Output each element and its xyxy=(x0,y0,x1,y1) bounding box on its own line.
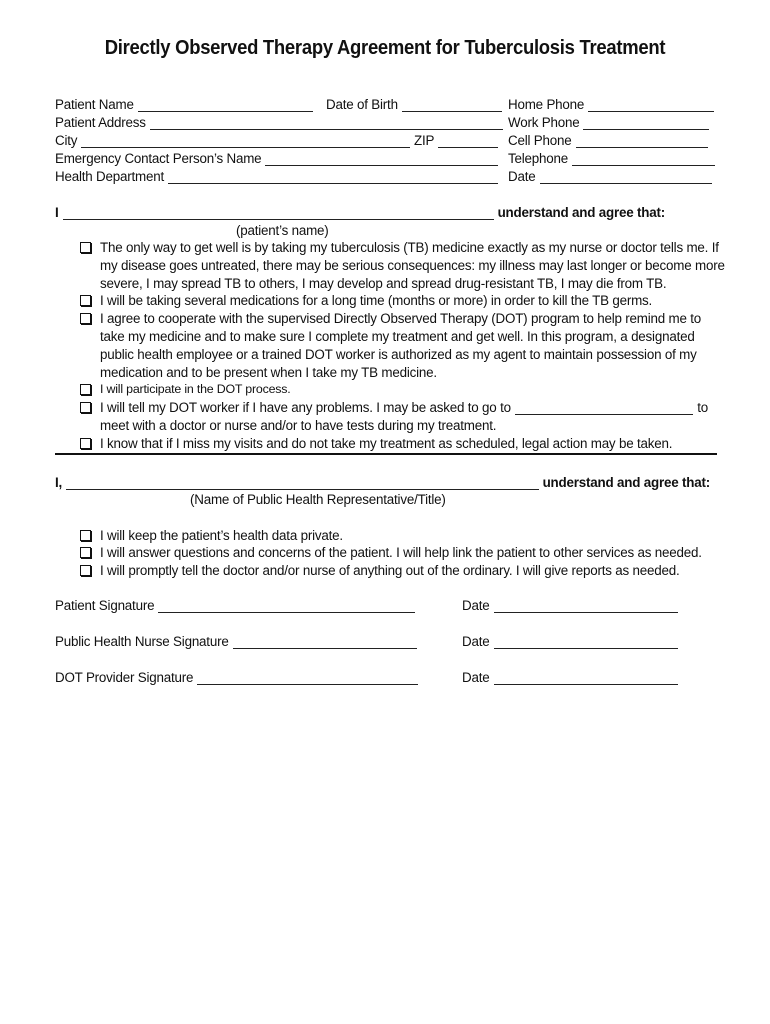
section-divider xyxy=(55,453,717,455)
nurse-signature-field[interactable]: Public Health Nurse Signature xyxy=(55,634,417,649)
representative-name-caption: (Name of Public Health Representative/Title) xyxy=(190,492,446,507)
date-field[interactable]: Date xyxy=(508,169,712,184)
dot-provider-signature-date-field[interactable]: Date xyxy=(462,670,678,685)
patient-item-3-line-2: take my medicine and to make sure I complete my treatment and get well. In this program, a designated xyxy=(100,329,695,344)
rep-item-2: I will answer questions and concerns of the patient. I will help link the patient to other services as needed. xyxy=(100,545,702,560)
work-phone-field[interactable]: Work Phone xyxy=(508,115,709,130)
emergency-contact-field[interactable]: Emergency Contact Person’s Name xyxy=(55,151,498,166)
checkbox-icon[interactable] xyxy=(80,530,91,541)
checkbox-icon[interactable] xyxy=(80,242,91,253)
patient-name-caption: (patient’s name) xyxy=(236,223,329,238)
patient-item-5-line-2: meet with a doctor or nurse and/or to have tests during my treatment. xyxy=(100,418,497,433)
patient-agreement-line[interactable]: I understand and agree that: xyxy=(55,205,665,220)
nurse-signature-date-field[interactable]: Date xyxy=(462,634,678,649)
rep-item-1: I will keep the patient’s health data private. xyxy=(100,528,343,543)
date-of-birth-field[interactable]: Date of Birth xyxy=(326,97,502,112)
patient-item-4: I will participate in the DOT process. xyxy=(100,382,291,396)
cell-phone-field[interactable]: Cell Phone xyxy=(508,133,708,148)
representative-agreement-line[interactable]: I, understand and agree that: xyxy=(55,475,710,490)
checkbox-icon[interactable] xyxy=(80,402,91,413)
patient-item-6: I know that if I miss my visits and do not take my treatment as scheduled, legal action may be taken. xyxy=(100,436,673,451)
patient-item-3-line-1: I agree to cooperate with the supervised Directly Observed Therapy (DOT) program to help remind me to xyxy=(100,311,702,326)
patient-name-blank[interactable] xyxy=(63,208,494,220)
representative-name-blank[interactable] xyxy=(66,478,539,490)
patient-item-2: I will be taking several medications for a long time (months or more) in order to kill the TB germs. xyxy=(100,293,653,308)
patient-signature-field[interactable]: Patient Signature xyxy=(55,598,415,613)
patient-item-1-line-1: The only way to get well is by taking my tuberculosis (TB) medicine exactly as my nurse or doctor tells me. If xyxy=(100,240,719,255)
telephone-field[interactable]: Telephone xyxy=(508,151,715,166)
patient-item-1-line-2: my disease goes untreated, there may be serious consequences: my illness may last longer or become more xyxy=(100,258,725,273)
checkbox-icon[interactable] xyxy=(80,438,91,449)
patient-item-3-line-3: public health employee or a trained DOT worker is authorized as my agent to maintain possession of my xyxy=(100,347,697,362)
health-department-field[interactable]: Health Department xyxy=(55,169,498,184)
location-blank[interactable] xyxy=(515,403,693,415)
checkbox-icon[interactable] xyxy=(80,547,91,558)
home-phone-field[interactable]: Home Phone xyxy=(508,97,714,112)
checkbox-icon[interactable] xyxy=(80,565,91,576)
patient-signature-date-field[interactable]: Date xyxy=(462,598,678,613)
zip-field[interactable]: ZIP xyxy=(414,133,498,148)
dot-provider-signature-field[interactable]: DOT Provider Signature xyxy=(55,670,418,685)
patient-address-field[interactable]: Patient Address xyxy=(55,115,503,130)
page-title: Directly Observed Therapy Agreement for Tuberculosis Treatment xyxy=(104,36,666,59)
patient-item-5-line-1[interactable]: I will tell my DOT worker if I have any problems. I may be asked to go to to xyxy=(100,400,708,415)
checkbox-icon[interactable] xyxy=(80,384,91,395)
checkbox-icon[interactable] xyxy=(80,295,91,306)
rep-item-3: I will promptly tell the doctor and/or nurse of anything out of the ordinary. I will give reports as needed. xyxy=(100,563,680,578)
city-field[interactable]: City xyxy=(55,133,410,148)
patient-item-3-line-4: medication and to be present when I take my TB medicine. xyxy=(100,365,437,380)
checkbox-icon[interactable] xyxy=(80,313,91,324)
patient-item-1-line-3: severe, I may spread TB to others, I may develop and spread drug-resistant TB, I may die from TB. xyxy=(100,276,667,291)
patient-name-field[interactable]: Patient Name xyxy=(55,97,313,112)
